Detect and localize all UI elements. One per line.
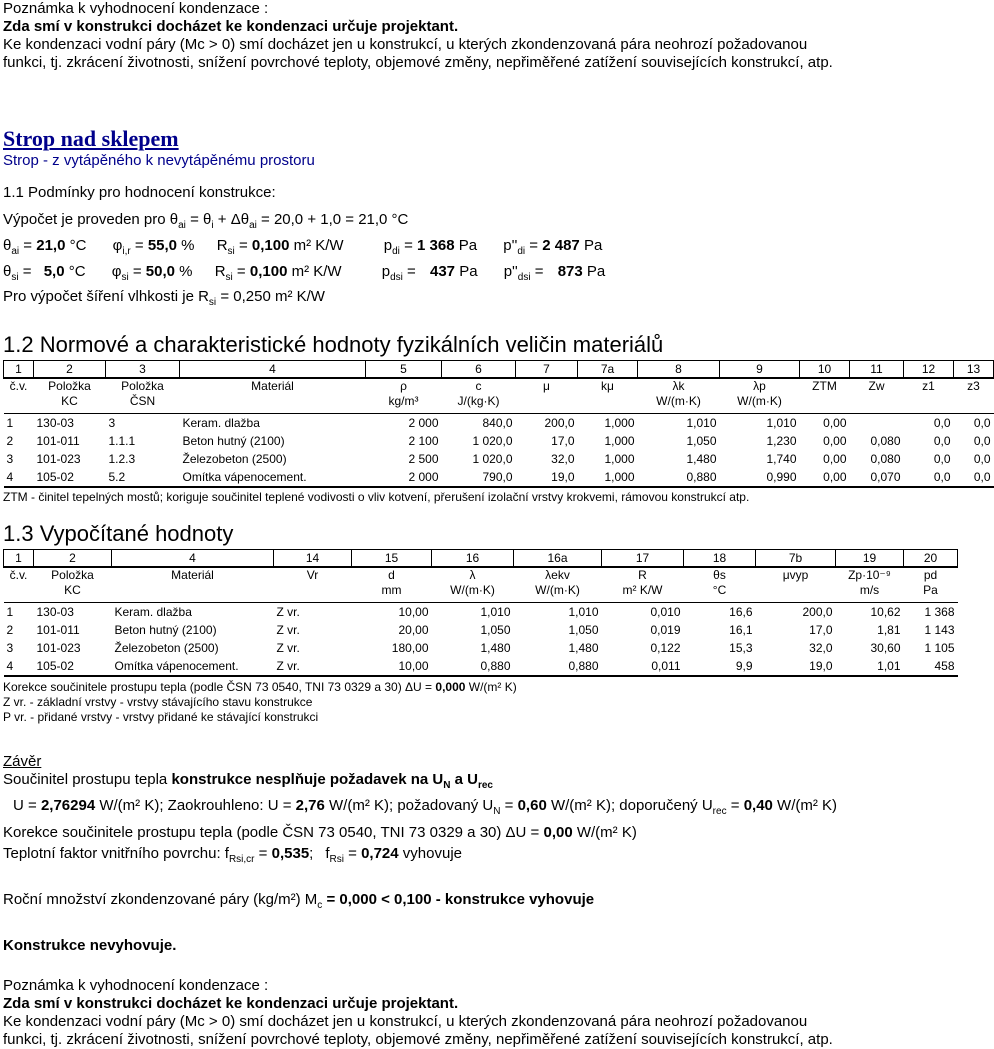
table-cell: 101-023	[36, 641, 81, 655]
table-cell: Omítka vápenocement.	[114, 659, 239, 673]
column-number: 13	[954, 361, 994, 379]
table-cell: 840,0	[482, 416, 513, 430]
page-header	[3, 126, 957, 170]
header-rho: ρ kg/m³	[388, 379, 419, 408]
conditions-row2: $\theta_{si} = 5,0$ °C $\varphi_{si} = 50,0$ % $R_{si} = 0,100$ m² K/W $p_{dsi} = 437$ Pa $p''_{dsi} = 873$ Pa	[3, 263, 606, 283]
table-cell: 0,00	[823, 434, 847, 448]
materials-table	[3, 360, 994, 488]
table-cell: 200,0	[544, 416, 575, 430]
phi-si-value: 50,0	[145, 263, 175, 280]
table-cell: 0,0	[933, 434, 951, 448]
calculated-note-korekce: Korekce součinitele prostupu tepla (podle ČSN 73 0540, TNI 73 0329 a 30) ΔU = 0,000 W/(m² K)	[3, 680, 517, 694]
table-cell: Železobeton (2500)	[114, 641, 219, 655]
header-lambda-p: λp W/(m·K)	[737, 379, 782, 408]
table-cell: 0,990	[766, 470, 797, 484]
table-cell: 0,0	[933, 416, 951, 430]
header-kmu: kμ	[601, 379, 614, 393]
table-cell: 1,010	[766, 416, 797, 430]
column-number: 17	[602, 550, 684, 568]
calculated-header-row	[4, 567, 958, 603]
header-polozka-kc: Položka KC	[51, 568, 94, 597]
conclusion-rocni: Roční množství zkondenzované páry (kg/m²) $M_c = 0,000 < 0,100$ - konstrukce vyhovuje	[3, 891, 595, 911]
table-cell: 200,0	[802, 605, 833, 619]
table-cell: 1,010	[686, 416, 717, 430]
table-cell: 1	[6, 605, 14, 619]
column-number: 20	[904, 550, 958, 568]
table-cell	[850, 414, 904, 433]
table-row	[4, 603, 958, 622]
table-cell: 16,6	[729, 605, 753, 619]
table-cell: 2 000	[408, 416, 439, 430]
table-cell: 458	[934, 659, 955, 673]
table-cell: 4	[6, 659, 14, 673]
table-cell: 1,480	[480, 641, 511, 655]
column-number: 7b	[756, 550, 836, 568]
calculated-note-zvr: Z vr. - základní vrstvy - vrstvy stávajícího stavu konstrukce	[3, 695, 313, 709]
intro-note-bold: Zda smí v konstrukci docházet ke kondenzaci určuje projektant.	[3, 18, 459, 35]
table-cell: 1,050	[568, 623, 599, 637]
table-cell: Keram. dlažba	[182, 416, 260, 430]
document-page	[3, 0, 991, 1049]
conditions-calc-line: Výpočet je proveden pro $\theta_{ai} = \theta_i + \Delta\theta_{ai} = 20,0 + 1,0 = 21,0$ °C	[3, 211, 409, 231]
table-cell: 0,00	[823, 416, 847, 430]
column-number: 12	[904, 361, 954, 379]
table-cell: 2 000	[408, 470, 439, 484]
table-cell: 20,00	[398, 623, 429, 637]
table-cell: 0,080	[870, 434, 901, 448]
header-pd: pd Pa	[923, 568, 938, 597]
table-cell: 17,0	[809, 623, 833, 637]
column-number: 5	[366, 361, 442, 379]
table-row	[4, 639, 958, 657]
table-cell: 1,000	[604, 470, 635, 484]
header-material: Materiál	[251, 379, 294, 393]
conditions-section	[3, 184, 957, 312]
header-ztm: ZTM	[812, 379, 837, 393]
table-cell: 0,880	[686, 470, 717, 484]
column-number: 9	[720, 361, 800, 379]
column-number: 4	[112, 550, 274, 568]
column-number: 3	[106, 361, 180, 379]
materials-column-numbers	[4, 361, 994, 379]
table-cell: 1,81	[877, 623, 901, 637]
table-row	[4, 657, 958, 676]
header-z1: z1	[922, 379, 935, 393]
table-cell: 130-03	[36, 416, 74, 430]
table-cell: Z vr.	[276, 605, 300, 619]
table-cell: 2	[6, 434, 14, 448]
table-cell: Železobeton (2500)	[182, 452, 287, 466]
materials-header-row	[4, 378, 994, 414]
vapor-line-prefix: Pro výpočet šíření vlhkosti je R	[3, 288, 209, 305]
table-cell: 32,0	[551, 452, 575, 466]
u-req: 0,60	[517, 797, 547, 814]
table-cell: 105-02	[36, 659, 74, 673]
table-cell: 0,070	[870, 470, 901, 484]
table-cell: 4	[6, 470, 14, 484]
table-cell: 10,00	[398, 605, 429, 619]
vapor-line-suffix: = 0,250 m² K/W	[216, 288, 325, 305]
column-number: 11	[850, 361, 904, 379]
column-number: 7a	[578, 361, 638, 379]
table-row	[4, 468, 994, 487]
table-cell: 17,0	[551, 434, 575, 448]
header-d: d mm	[381, 568, 402, 597]
end-note-line2: funkci, tj. zkrácení životnosti, snížení povrchové teploty, objemové změny, nepřiměřené zatížení souvisejících konstrukcí, atp.	[3, 1031, 833, 1048]
table-cell: 1,000	[604, 416, 635, 430]
p-di-value: 1 368	[417, 237, 455, 254]
u-value: 2,76294	[40, 797, 96, 814]
materials-table-body	[4, 414, 994, 488]
table-cell: 0,011	[651, 659, 681, 673]
header-vr: Vr	[306, 568, 319, 582]
column-number: 2	[34, 550, 112, 568]
conclusion-section	[3, 753, 957, 955]
intro-note	[3, 0, 957, 72]
calculated-column-numbers	[4, 550, 958, 568]
table-cell: 130-03	[36, 605, 74, 619]
table-cell: 1 020,0	[472, 434, 513, 448]
u-rounded: 2,76	[295, 797, 325, 814]
p-dsi-value: 437	[430, 263, 456, 280]
table-cell: Beton hutný (2100)	[114, 623, 217, 637]
p-sat-di-value: 2 487	[542, 237, 580, 254]
column-number: 1	[4, 361, 34, 379]
table-cell: 0,019	[650, 623, 681, 637]
table-cell: 3	[108, 416, 116, 430]
table-cell: Beton hutný (2100)	[182, 434, 285, 448]
column-number: 2	[34, 361, 106, 379]
calculated-table-body	[4, 603, 958, 677]
column-number: 16	[432, 550, 514, 568]
end-note-line1: Ke kondenzaci vodní páry (Mc > 0) smí docházet jen u konstrukcí, u kterých zkondenzovaná pára neohrozí požadovanou	[3, 1013, 808, 1030]
table-cell: 2	[6, 623, 14, 637]
intro-note-line2: funkci, tj. zkrácení životnosti, snížení povrchové teploty, objemové změny, nepřiměřené zatížení souvisejících konstrukcí, atp.	[3, 54, 833, 71]
table-cell: 9,9	[735, 659, 753, 673]
table-row	[4, 414, 994, 433]
table-cell: 3	[6, 452, 14, 466]
table-cell: 0,0	[973, 434, 991, 448]
table-cell: 0,0	[973, 416, 991, 430]
table-row	[4, 450, 994, 468]
materials-section	[3, 332, 991, 505]
table-cell: 1,010	[568, 605, 599, 619]
table-cell: 0,880	[568, 659, 599, 673]
header-lambda-ekv: λekv W/(m·K)	[535, 568, 580, 597]
table-cell: 0,010	[650, 605, 681, 619]
u-rec: 0,40	[743, 797, 773, 814]
table-cell: 1 368	[924, 605, 955, 619]
table-cell: 1,050	[686, 434, 717, 448]
column-number: 14	[274, 550, 352, 568]
table-cell: 10,62	[870, 605, 901, 619]
header-c: c J/(kg·K)	[457, 379, 500, 408]
column-number: 16a	[514, 550, 602, 568]
materials-note: ZTM - činitel tepelných mostů; koriguje součinitel teplené vodivosti o vliv kotvení, přerušení izolační vrstvy krokvemi, rámovou konstrukcí atp.	[3, 490, 750, 504]
column-number: 18	[684, 550, 756, 568]
calculated-section	[3, 521, 957, 725]
header-material: Materiál	[171, 568, 214, 582]
table-cell: 30,60	[870, 641, 901, 655]
table-cell: 0,00	[823, 452, 847, 466]
table-cell: Z vr.	[276, 659, 300, 673]
page-title: Strop nad sklepem	[3, 126, 179, 151]
table-cell: 1,000	[604, 434, 635, 448]
r-si-value-1: 0,100	[251, 237, 290, 254]
table-cell: 1,480	[568, 641, 599, 655]
table-cell: 32,0	[809, 641, 833, 655]
table-cell: 1,010	[480, 605, 511, 619]
end-note	[3, 977, 957, 1049]
conditions-vapor-line: Pro výpočet šíření vlhkosti je $R_{si} = 0,250$ m² K/W	[3, 288, 325, 308]
header-lambda: λ W/(m·K)	[450, 568, 495, 597]
header-r: R m² K/W	[622, 568, 663, 597]
table-cell: 1.2.3	[108, 452, 136, 466]
table-cell: 5.2	[108, 470, 126, 484]
table-cell: 1,740	[766, 452, 797, 466]
table-cell: 1,480	[686, 452, 717, 466]
conclusion-teplotni-faktor: Teplotní faktor vnitřního povrchu: $f_{Rsi,cr} = 0,535$; $f_{Rsi} = 0,724$ vyhovuje	[3, 845, 462, 865]
table-row	[4, 621, 958, 639]
table-cell: 1	[6, 416, 14, 430]
column-number: 1	[4, 550, 34, 568]
table-cell: 1,050	[480, 623, 511, 637]
table-cell: 0,0	[973, 470, 991, 484]
table-cell: 0,880	[480, 659, 511, 673]
table-cell: Keram. dlažba	[114, 605, 192, 619]
header-z3: z3	[967, 379, 980, 393]
table-cell: 0,0	[973, 452, 991, 466]
r-si-value-2: 0,100	[249, 263, 288, 280]
conclusion-line1: Součinitel prostupu tepla konstrukce nesplňuje požadavek na $U_N$ a $U_{rec}$	[3, 771, 493, 791]
materials-heading: 1.2 Normové a charakteristické hodnoty fyzikálních veličin materiálů	[3, 332, 664, 357]
conclusion-u-values: U = 2,76294 W/(m² K); Zaokrouhleno: U = 2,76 W/(m² K); požadovaný $U_N = 0,60$ W/(m² K); doporučený $U_{rec} = 0,40$ W/(m² K)	[13, 797, 838, 817]
table-cell: 16,1	[729, 623, 753, 637]
table-cell: 1 105	[924, 641, 955, 655]
table-cell: Z vr.	[276, 641, 300, 655]
column-number: 19	[836, 550, 904, 568]
table-cell: 1,01	[877, 659, 901, 673]
header-mu: μ	[543, 379, 550, 393]
header-polozka-kc: Položka KC	[48, 379, 91, 408]
calculated-heading: 1.3 Vypočítané hodnoty	[3, 521, 234, 546]
end-note-bold: Zda smí v konstrukci docházet ke kondenzaci určuje projektant.	[3, 995, 459, 1012]
header-zp: Zp·10⁻⁹ m/s	[848, 568, 891, 597]
column-number: 15	[352, 550, 432, 568]
header-theta-s: θs °C	[712, 568, 727, 597]
header-polozka-csn: Položka ČSN	[121, 379, 164, 408]
end-note-title: Poznámka k vyhodnocení kondenzace :	[3, 977, 269, 994]
table-cell: 101-023	[36, 452, 81, 466]
table-cell: 790,0	[482, 470, 513, 484]
table-cell: Z vr.	[276, 623, 300, 637]
table-cell: 2 500	[408, 452, 439, 466]
header-lambda-k: λk W/(m·K)	[656, 379, 701, 408]
column-number: 10	[800, 361, 850, 379]
column-number: 7	[516, 361, 578, 379]
intro-note-title: Poznámka k vyhodnocení kondenzace :	[3, 0, 269, 17]
theta-ai-value: 21,0	[36, 237, 66, 254]
table-cell: 180,00	[391, 641, 429, 655]
table-cell: 1,000	[604, 452, 635, 466]
table-cell: 1 020,0	[472, 452, 513, 466]
page-subtitle: Strop - z vytápěného k nevytápěnému prostoru	[3, 152, 315, 169]
table-cell: 0,0	[933, 452, 951, 466]
column-number: 4	[180, 361, 366, 379]
conditions-heading: 1.1 Podmínky pro hodnocení konstrukce:	[3, 184, 276, 201]
table-cell: 19,0	[551, 470, 575, 484]
theta-si-value: 5,0	[43, 263, 65, 280]
calculated-note-pvr: P vr. - přidané vrstvy - vrstvy přidané ke stávající konstrukci	[3, 710, 319, 724]
table-cell: 1.1.1	[108, 434, 136, 448]
table-cell: 10,00	[398, 659, 429, 673]
conclusion-heading: Závěr	[3, 753, 42, 770]
table-cell: 101-011	[36, 623, 80, 637]
table-cell: Omítka vápenocement.	[182, 470, 307, 484]
table-cell: 105-02	[36, 470, 74, 484]
table-row	[4, 432, 994, 450]
conclusion-korekce: Korekce součinitele prostupu tepla (podle ČSN 73 0540, TNI 73 0329 a 30) ΔU = 0,00 W/(m² K)	[3, 824, 637, 841]
table-cell: 2 100	[408, 434, 439, 448]
table-cell: 1,230	[766, 434, 797, 448]
table-cell: 1 143	[924, 623, 955, 637]
table-cell: 0,0	[933, 470, 951, 484]
header-cv: č.v.	[9, 379, 28, 393]
header-mu-vyp: μvyp	[782, 568, 809, 582]
header-cv: č.v.	[9, 568, 28, 582]
phi-ir-value: 55,0	[147, 237, 178, 254]
column-number: 8	[638, 361, 720, 379]
conditions-row1: $\theta_{ai} = 21,0$ °C $\varphi_{i,r} = 55,0$ % $R_{si} = 0,100$ m² K/W $p_{di} = 1$ 368 Pa $p''_{di} = 2$ 487 Pa	[3, 237, 603, 257]
table-cell: 15,3	[729, 641, 753, 655]
intro-note-line1: Ke kondenzaci vodní páry (Mc > 0) smí docházet jen u konstrukcí, u kterých zkondenzovaná pára neohrozí požadovanou	[3, 36, 808, 53]
table-cell: 0,122	[650, 641, 681, 655]
header-zw: Zw	[868, 379, 885, 393]
table-cell: 3	[6, 641, 14, 655]
table-cell: 19,0	[809, 659, 833, 673]
table-cell: 0,080	[870, 452, 901, 466]
p-sat-dsi-value: 873	[557, 263, 583, 280]
table-cell: 0,00	[823, 470, 847, 484]
conclusion-verdict: Konstrukce nevyhovuje.	[3, 937, 177, 954]
calculated-table	[3, 549, 958, 677]
table-cell: 101-011	[36, 434, 80, 448]
column-number: 6	[442, 361, 516, 379]
